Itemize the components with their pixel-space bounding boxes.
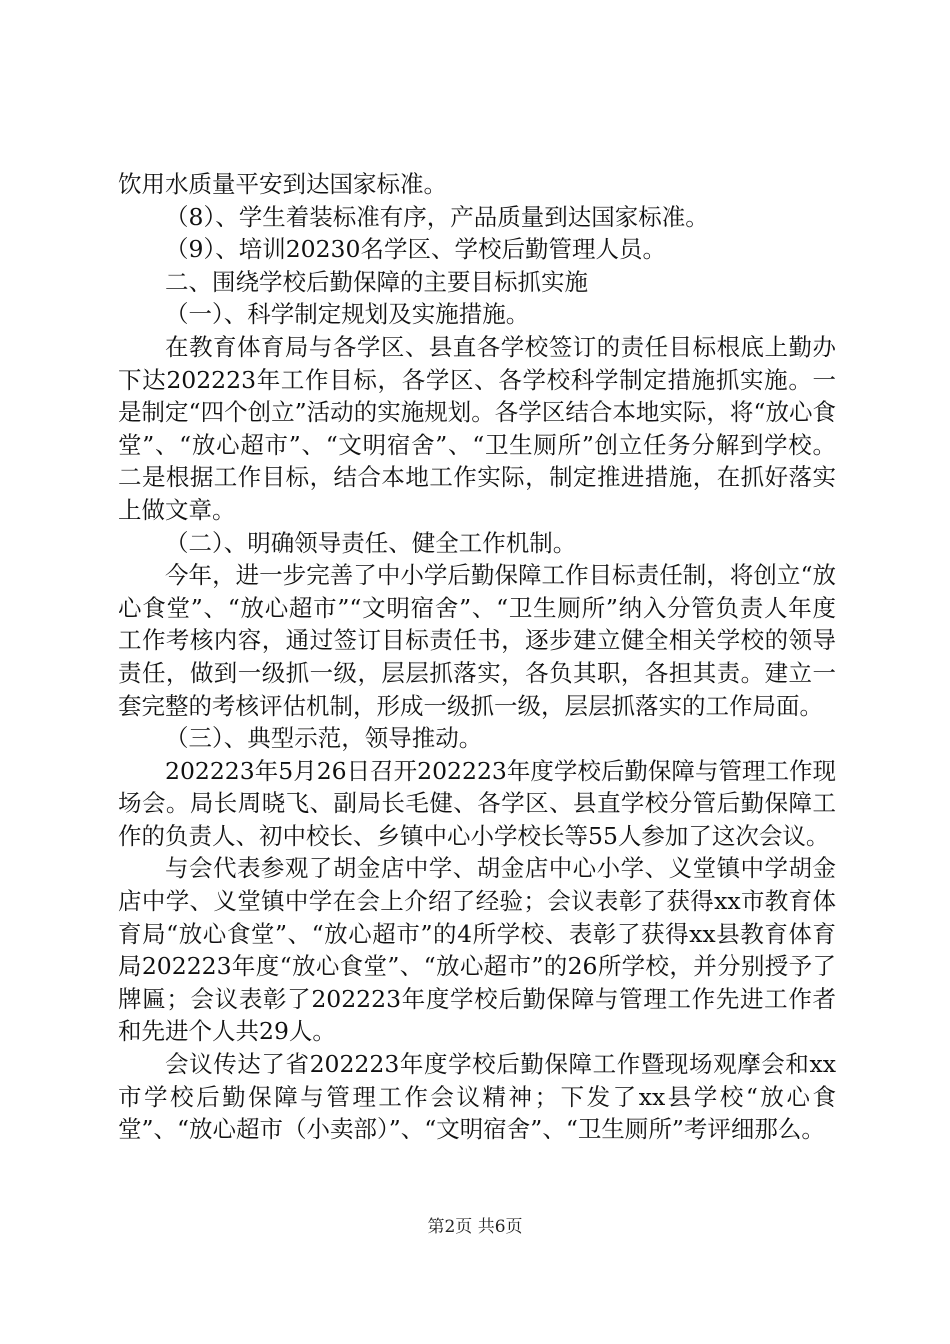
paragraph-visit-awards: 与会代表参观了胡金店中学、胡金店中心小学、义堂镇中学胡金店中学、义堂镇中学在会上介绍了经验；会议表彰了获得xx市教育体育局“放心食堂”、“放心超市”的4所学校、表彰了获得xx县教育体育局202223年度“放心食堂”、“放心超市”的26所学校，并分别授予了牌匾；会议表彰了202223年度学校后勤保障与管理工作先进工作者和先进个人共29人。 (118, 854, 836, 1046)
subheading-3: （三）、典型示范，领导推动。 (165, 724, 483, 753)
paragraph-meeting: 202223年5月26日召开202223年度学校后勤保障与管理工作现场会。局长周晓飞、副局长毛健、各学区、县直学校分管后勤保障工作的负责人、初中校长、乡镇中心小学校长等55人参加了这次会议。 (118, 756, 836, 850)
subheading-1: （一）、科学制定规划及实施措施。 (165, 300, 530, 329)
paragraph-item-8: （8）、学生着装标准有序，产品质量到达国家标准。 (165, 202, 709, 231)
section-heading-2: 二、围绕学校后勤保障的主要目标抓实施 (165, 267, 588, 296)
page-footer: 第2页 共6页 (427, 1217, 523, 1237)
document-body (118, 168, 836, 1146)
paragraph-conveyed: 会议传达了省202223年度学校后勤保障工作暨现场观摩会和xx市学校后勤保障与管理工作会议精神；下发了xx县学校“放心食堂”、“放心超市（小卖部）”、“文明宿舍”、“卫生厕所”考评细那么。 (118, 1050, 836, 1144)
subheading-2: （二）、明确领导责任、健全工作机制。 (165, 528, 577, 557)
paragraph-item-9: （9）、培训20230名学区、学校后勤管理人员。 (165, 235, 666, 264)
paragraph-water-quality: 饮用水质量平安到达国家标准。 (118, 170, 447, 198)
paragraph-responsibility: 今年，进一步完善了中小学后勤保障工作目标责任制，将创立“放心食堂”、“放心超市”“文明宿舍”、“卫生厕所”纳入分管负责人年度工作考核内容，通过签订目标责任书，逐步建立健全相关学校的领导责任，做到一级抓一级，层层抓落实，各负其职，各担其责。建立一套完整的考核评估机制，形成一级抓一级，层层抓落实的工作局面。 (118, 561, 836, 720)
paragraph-planning: 在教育体育局与各学区、县直各学校签订的责任目标根底上勤办下达202223年工作目标，各学区、各学校科学制定措施抓实施。一是制定“四个创立”活动的实施规划。各学区结合本地实际，将“放心食堂”、“放心超市”、“文明宿舍”、“卫生厕所”创立任务分解到学校。二是根据工作目标，结合本地工作实际，制定推进措施，在抓好落实上做文章。 (118, 332, 836, 524)
